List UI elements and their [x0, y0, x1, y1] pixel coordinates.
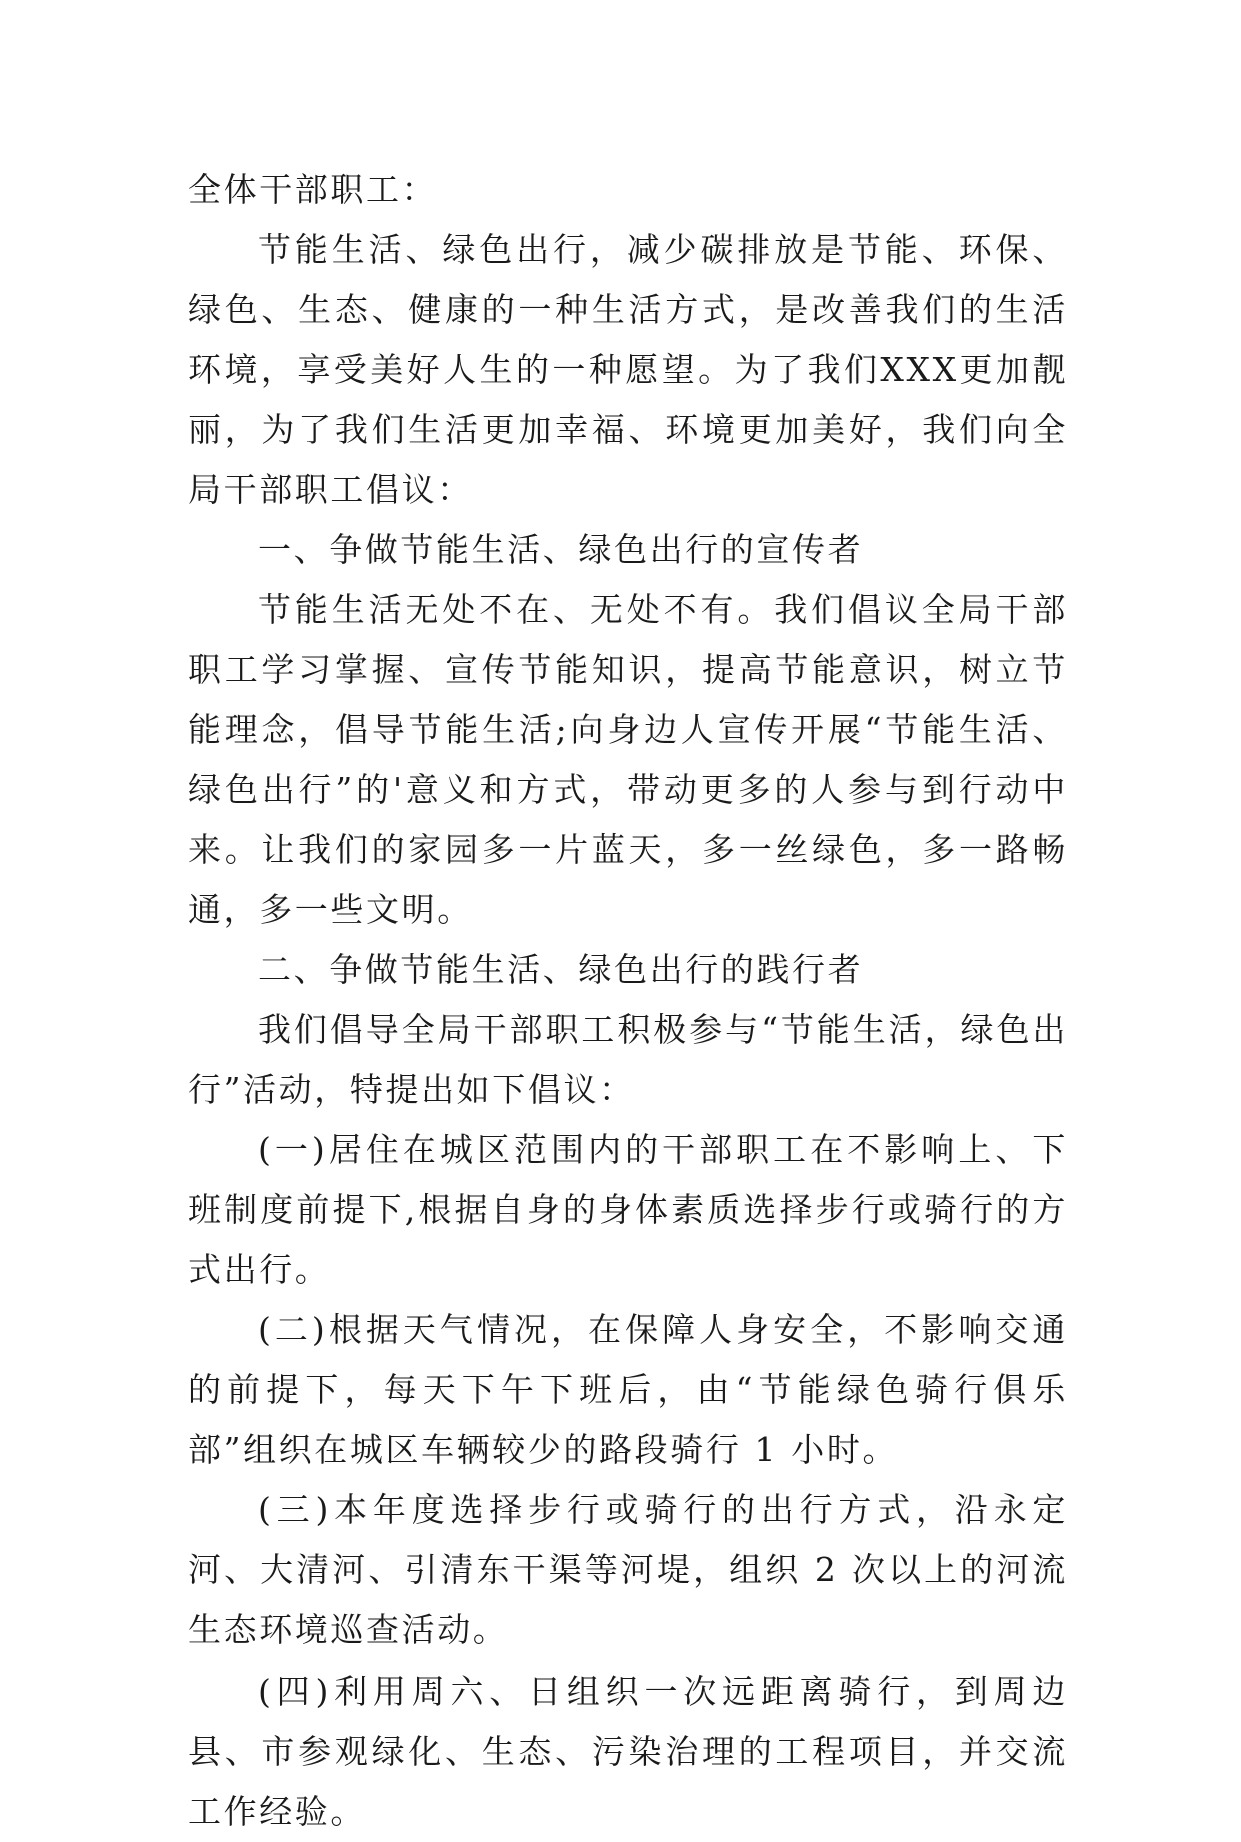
salutation: 全体干部职工： — [188, 170, 438, 209]
proposal-item-3: (三)本年度选择步行或骑行的出行方式，沿永定河、大清河、引清东干渠等河堤，组织 2 次以上的河流生态环境巡查活动。 — [188, 1490, 1068, 1649]
paragraph-proposal-intro: 我们倡导全局干部职工积极参与“节能生活，绿色出行”活动，特提出如下倡议： — [188, 1010, 1068, 1109]
proposal-item-1: (一)居住在城区范围内的干部职工在不影响上、下班制度前提下,根据自身的身体素质选择步行或骑行的方式出行。 — [188, 1130, 1068, 1289]
proposal-item-2: (二)根据天气情况，在保障人身安全，不影响交通的前提下，每天下午下班后，由“节能绿色骑行俱乐部”组织在城区车辆较少的路段骑行 1 小时。 — [188, 1310, 1068, 1469]
document-body — [188, 160, 1068, 1842]
paragraph-intro: 节能生活、绿色出行，减少碳排放是节能、环保、绿色、生态、健康的一种生活方式，是改善我们的生活环境，享受美好人生的一种愿望。为了我们XXX更加靓丽，为了我们生活更加幸福、环境更加美好，我们向全局干部职工倡议： — [188, 230, 1068, 509]
paragraph-promotion: 节能生活无处不在、无处不有。我们倡议全局干部职工学习掌握、宣传节能知识，提高节能意识，树立节能理念，倡导节能生活;向身边人宣传开展“节能生活、绿色出行”的'意义和方式，带动更多的人参与到行动中来。让我们的家园多一片蓝天，多一丝绿色，多一路畅通，多一些文明。 — [188, 590, 1068, 929]
heading-one: 一、争做节能生活、绿色出行的宣传者 — [258, 530, 864, 569]
proposal-item-4: (四)利用周六、日组织一次远距离骑行，到周边县、市参观绿化、生态、污染治理的工程项目，并交流工作经验。 — [188, 1672, 1068, 1831]
heading-two: 二、争做节能生活、绿色出行的践行者 — [258, 950, 864, 989]
